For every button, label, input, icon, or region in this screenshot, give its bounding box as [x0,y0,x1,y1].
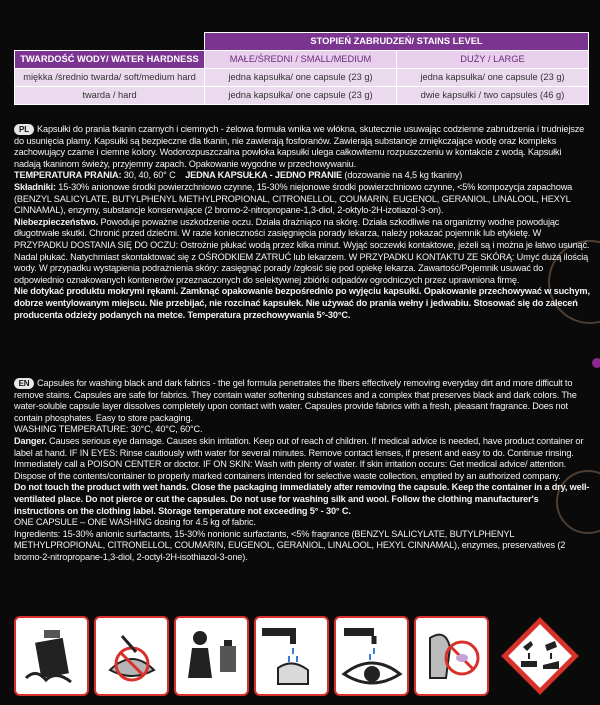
pl-language-badge: PL [14,124,34,135]
table-cell: jedna kapsułka/ one capsule (23 g) [397,69,589,87]
row-label: miękka /średnio twarda/ soft/medium hard [15,69,205,87]
en-danger: Danger. Causes serious eye damage. Causes skin irritation. Keep out of reach of children. If medical advice is needed, have product container or label at hand. IF IN EYES: Rinse cautiously with water for several minutes. Remove contact lenses, if present and easy to do. Continue rinsing. Immediately call a POISON CENTER or doctor. IF ON SKIN: Wash with plenty of water. If skin irritation occurs: Get medical advice/ attention. Dispose of the contents/container to properly marked containers intended for selective waste collection, emptied by an authorized company. [14,435,584,481]
en-storage-warning: Do not touch the product with wet hands. Close the packaging immediately after removing the capsule. Keep the container in a dry, well-ventilated place. Do not pierce or cut the capsules. Do not use for washing silk and wool. Follow the clothing manufacturer's instructions on the clothing label. Storage temperature not exceeding 5° - 30° C. [14,482,590,516]
do-not-swallow-icon [414,616,489,696]
pl-description: PL Kapsułki do prania tkanin czarnych i ciemnych - żelowa formuła wnika we włókna, skutecznie usuwając codzienne zabrudzenia i trudniejsze do usunięcia plamy. Kapsułki są bezpieczne dla tkanin, nie zawierają fosforanów. Zawierają substancje zmiękczające wodę oraz kompleks zachowujący czarne i ciemne kolory. Wodorozpuszczalna powłoka kapsułki ulega całkowitemu rozpuszczeniu w kontakcie z wodą. Kapsułki nadają tkaninom świeży, przyjemny zapach. Opakowanie wygodne w przechowywaniu. [14,124,585,169]
table-row [15,87,589,105]
en-language-badge: EN [14,378,34,389]
table-cell: dwie kapsułki / two capsules (46 g) [397,87,589,105]
pl-storage-warning: Nie dotykać produktu mokrymi rękami. Zamknąć opakowanie bezpośrednio po wyjęciu kapsułki. Opakowanie przechowywać w suchym, dobrze wentylowanym miejscu. Nie przebijać, nie rozcinać kapsułek. Nie używać do prania wełny i jedwabiu. Stosować się do zaleceń producenta odzieży podanych na metce. Temperatura przechowywania 5°-30°C. [14,286,590,320]
keep-away-from-children-icon [174,616,249,696]
en-one-capsule: ONE CAPSULE – ONE WASHING dosing for 4.5 kg of fabric. [14,517,256,528]
do-not-pierce-icon [94,616,169,696]
pl-ingredients: Składniki: 15-30% anionowe środki powierzchniowo czynne, 15-30% niejonowe środki powierzchniowo czynne, <5% kompozycja zapachowa (BENZYL SALICYLATE, BUTYLPHENYL METHYLPROPIONAL, CITRONELLOL, COUMARIN, EUGENOL, GERANIOL, LINALOOL, HEXYL CINNAMAL), enzymy, substancje konserwujące (2 bromo-2-nitropropane-1,3-diol, 2-oktylo-2H-izotiazol-3-on). [14,181,573,216]
table-cell: jedna kapsułka/ one capsule (23 g) [205,87,397,105]
table-row [15,69,589,87]
en-temperature: WASHING TEMPERATURE: 30°C, 40°C, 60°C. [14,424,203,435]
en-ingredients: Ingredients: 15-30% anionic surfactants, 15-30% nonionic surfactants, <5% fragrance (BENZYL SALICYLATE, BUTYLPHENYL METHYLPROPIONAL, CITRONELLOL, COUMARIN, EUGENOL, GERANIOL, LINALOOL, HEXYL CINNAMAL), enzymes, preservatives (2 bromo-2-nitropropane-1,3-diol, 2-octyl-2H-isothiazol-3-one). [14,528,566,562]
row-label: twarda / hard [15,87,205,105]
pl-danger: Niebezpieczeństwo. Powoduje poważne uszkodzenie oczu. Działa drażniąco na skórę. Działa szkodliwie na organizmy wodne powodując długotrwałe skutki. Chronić przed dziećmi. W razie konieczności zasięgnięcia porady lekarza, należy pokazać pojemnik lub etykietę. W PRZYPADKU DOSTANIA SIĘ DO OCZU: Ostrożnie płukać wodą przez kilka minut. Wyjąć soczewki kontaktowe, jeżeli są i można je łatwo usunąć. Nadal płukać. Natychmiast skontaktować się z OŚRODKIEM ZATRUĆ lub lekarzem. W PRZYPADKU KONTAKTU ZE SKÓRĄ: Umyć dużą ilością wody. W przypadku wystąpienia podrażnienia skóry: zasięgnąć porady /zgłosić się pod opiekę lekarza. Zawartość/Pojemnik usuwać do odpowiednio oznakowanych kontenerów przeznaczonych do selektywnej zbiórki odpadów ogrodniczych przez uprawniona firmę. [14,216,590,285]
corrosive-ghs-icon [500,616,580,696]
dosage-table [14,32,589,105]
en-description: EN Capsules for washing black and dark fabrics - the gel formula penetrates the fibers effectively removing everyday dirt and more difficult to remove stains. Capsules are safe for fabrics. They contain water softening substances and a complex that preserves black and dark colors. The water-soluble capsule layer dissolves completely upon contact with water. Capsules provide fabrics with a fresh, pleasant fragrance. Does not contain phosphates. Easy to store packaging. [14,378,577,423]
level-small-medium: MAŁE/ŚREDNI / SMALL/MEDIUM [205,51,397,69]
polish-section [14,124,590,321]
rinse-eyes-icon [334,616,409,696]
stains-level-header: STOPIEŃ ZABRUDZEŃ/ STAINS LEVEL [205,33,589,51]
english-section [14,378,590,564]
water-hardness-header: TWARDOŚĆ WODY/ WATER HARDNESS [15,51,205,69]
keep-dry-icon [14,616,89,696]
decorative-dot [592,358,600,368]
safety-pictograms [14,616,590,698]
table-cell: jedna kapsułka/ one capsule (23 g) [205,69,397,87]
pl-temperature: TEMPERATURA PRANIA: 30, 40, 60° C JEDNA KAPSUŁKA - JEDNO PRANIE (dozowanie na 4,5 kg tkaniny) [14,170,463,181]
wash-hands-icon [254,616,329,696]
level-large: DUŻY / LARGE [397,51,589,69]
